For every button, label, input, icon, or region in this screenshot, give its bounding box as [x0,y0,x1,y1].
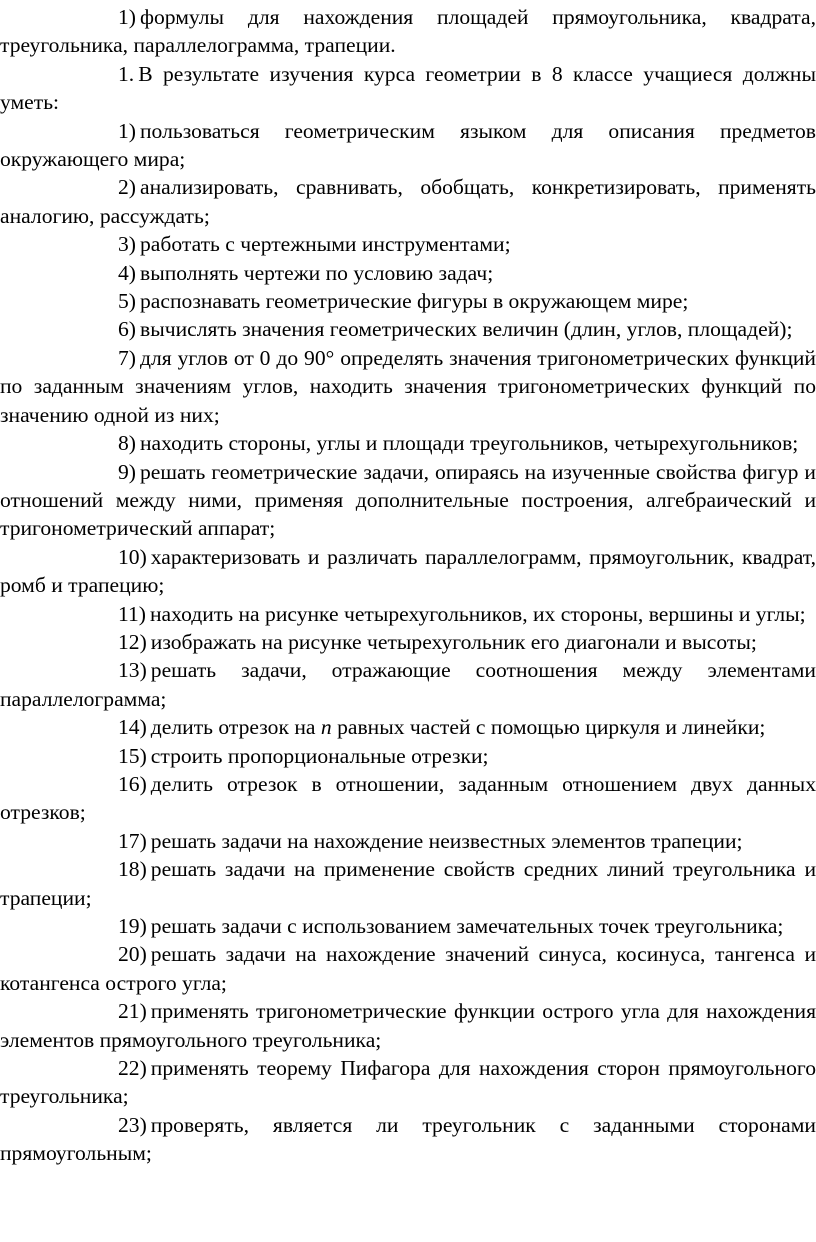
item-number: 5) [118,289,136,314]
item-number: 21) [118,999,147,1024]
item-text-before: делить отрезок на [150,715,321,740]
list-item [0,770,816,827]
item-text-after: равных частей с помощью циркуля и линейки; [331,715,766,740]
list-item [0,628,816,656]
item-number: 2) [118,175,136,200]
list-item [0,912,816,940]
item-text: распознавать геометрические фигуры в окружающем мире; [140,289,689,314]
item-number: 17) [118,828,147,853]
list-item [0,117,816,174]
item-text: изображать на рисунке четырехугольник его диагонали и высоты; [150,629,757,654]
item-number: 1) [118,118,136,143]
item-text: характеризовать и различать параллелограмм, прямоугольник, квадрат, ромб и трапецию; [0,544,816,598]
item-text: пользоваться геометрическим языком для описания предметов окружающего мира; [0,118,816,172]
item-text: решать задачи с использованием замечательных точек треугольника; [150,914,784,938]
item-text: находить стороны, углы и площади треугольников, четырехугольников; [140,431,799,456]
item-text: делить отрезок в отношении, заданным отношением двух данных отрезков; [0,771,816,825]
item-text: решать геометрические задачи, опираясь на изученные свойства фигур и отношений между ними, применяя дополнительные построения, алгебраический и тригонометрический аппарат; [0,459,816,541]
list-item [0,3,816,60]
list-item [0,742,816,770]
item-number: 9) [118,459,136,484]
list-item [0,855,816,912]
item-number: 8) [118,431,136,456]
list-item [0,458,816,543]
list-item [0,940,816,997]
item-number: 13) [118,658,147,683]
item-number: 19) [118,914,147,938]
item-text: решать задачи, отражающие соотношения между элементами параллелограмма; [0,658,816,711]
item-number: 7) [118,345,136,370]
item-number: 10) [118,544,147,569]
item-number: 12) [118,629,147,654]
item-text: решать задачи на нахождение значений синуса, косинуса, тангенса и котангенса острого угла; [0,942,816,995]
item-number: 1. [118,61,135,86]
item-number: 16) [118,771,147,796]
list-item [0,315,816,343]
item-number: 23) [118,1112,147,1137]
item-text: вычислять значения геометрических величин (длин, углов, площадей); [140,317,793,342]
variable-n: n [320,715,332,740]
item-text: работать с чертежными инструментами; [140,232,511,257]
list-item [0,287,816,315]
item-text: выполнять чертежи по условию задач; [140,260,494,285]
list-item [0,997,816,1054]
item-number: 14) [118,715,147,740]
item-text: решать задачи на применение свойств средних линий треугольника и трапеции; [0,857,816,910]
list-item [0,543,816,600]
item-number: 6) [118,317,136,342]
list-item [0,429,816,457]
item-number: 22) [118,1056,147,1081]
list-item [0,656,816,713]
item-text: строить пропорциональные отрезки; [150,743,489,768]
list-item [0,713,816,741]
section-heading [0,60,816,117]
item-text: для углов от 0 до 90° определять значения тригонометрических функций по заданным значениям углов, находить значения тригонометрических функций по значению одной из них; [0,345,816,427]
item-text: анализировать, сравнивать, обобщать, конкретизировать, применять аналогию, рассуждать; [0,175,816,228]
item-text: применять теорему Пифагора для нахождения сторон прямоугольного треугольника; [0,1056,816,1109]
item-text: применять тригонометрические функции острого угла для нахождения элементов прямоугольного треугольника; [0,999,816,1052]
list-item [0,230,816,258]
item-number: 15) [118,743,147,768]
item-text: В результате изучения курса геометрии в 8 классе учащиеся должны уметь: [0,61,816,115]
list-item [0,600,816,628]
item-number: 20) [118,942,147,967]
item-number: 3) [118,232,136,257]
item-text: проверять, является ли треугольник с заданными сторонами прямоугольным; [0,1112,816,1166]
item-text: решать задачи на нахождение неизвестных элементов трапеции; [150,828,743,853]
item-number: 1) [118,5,136,29]
item-number: 4) [118,260,136,285]
item-text: находить на рисунке четырехугольников, их стороны, вершины и углы; [149,601,806,626]
list-item [0,344,816,429]
list-item [0,827,816,855]
list-item [0,173,816,230]
item-text: формулы для нахождения площадей прямоугольника, квадрата, треугольника, параллелограмма, трапеции. [0,5,816,58]
list-item [0,1054,816,1111]
list-item [0,259,816,287]
item-number: 18) [118,857,147,882]
item-number: 11) [118,601,146,626]
list-item [0,1111,816,1168]
